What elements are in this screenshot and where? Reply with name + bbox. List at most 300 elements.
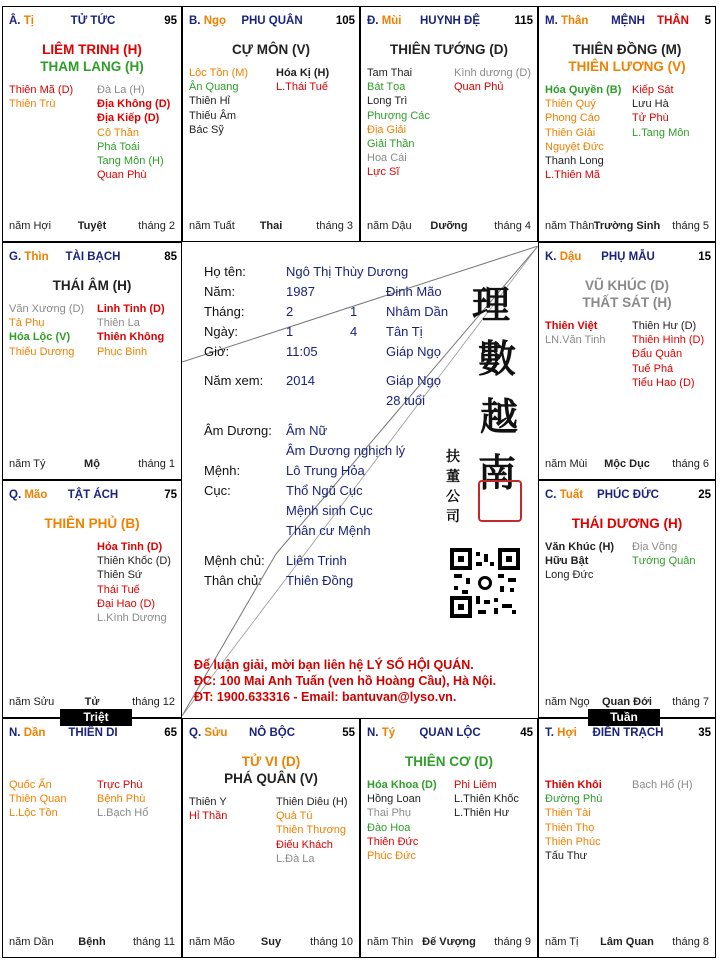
palace-can: M. [545,15,558,27]
footer-month: tháng 2 [138,220,175,232]
right-stars [97,778,148,821]
main-star: LIÊM TRINH (H) [42,42,142,57]
palace-cell-dau[interactable] [538,242,716,480]
main-star: THIÊN PHỦ (B) [44,516,140,531]
minor-star: Đường Phù [545,793,603,806]
label-ho-ten: Họ tên: [204,264,246,279]
palace-header [545,15,711,29]
minor-star: L.Thiên Mã [545,169,601,182]
tuan-badge: Tuần [588,709,660,726]
palace-header [9,251,177,265]
main-stars [361,753,537,770]
palace-can: K. [545,251,557,263]
left-stars [367,66,430,180]
minor-star: Lực Sĩ [367,166,400,179]
footer-phase: Lâm Quan [600,936,654,948]
minor-star: Nguyệt Đức [545,140,604,153]
minor-star: Thiên Giải [545,126,596,139]
minor-star: Hóa Quyền (B) [545,84,622,96]
footer-year: năm Dậu [367,220,412,232]
minor-star: Bát Tọa [367,81,406,94]
minor-star: LN.Văn Tinh [545,334,606,347]
minor-star: Hóa Khoa (D) [367,779,437,791]
footer-phase: Tuyệt [77,220,107,232]
palace-age: 65 [164,727,177,739]
footer-phase: Quan Đới [602,696,652,708]
label-menh: Mệnh: [204,463,241,478]
palace-header [9,489,177,503]
minor-star: Thiên Khốc (D) [97,555,171,568]
minor-star: L.Thiên Hư [454,807,510,820]
left-stars [545,83,621,182]
main-stars [539,277,715,311]
palace-age: 5 [704,15,711,27]
logo-char-4: 南 [478,450,517,495]
minor-star: Thiên Thọ [545,821,595,834]
sub-logo-1: 扶 [446,449,460,465]
triet-badge: Triệt [60,709,132,726]
value-nam-canchi: Đinh Mão [386,284,442,299]
minor-star: Thiên Khôi [545,779,602,791]
palace-can: G. [9,251,22,263]
right-stars [632,540,696,568]
minor-star: L.Tang Môn [632,126,690,139]
value-am-duong: Âm Nữ [286,423,328,438]
value-thang-am: 1 [350,304,358,319]
value-than-cu: Thân cư Mệnh [286,523,371,538]
palace-chi: Thân [560,15,589,27]
sub-logo-3: 公 [446,489,460,505]
palace-cell-thin[interactable] [2,242,182,480]
palace-age: 85 [164,251,177,263]
left-stars [545,778,602,863]
right-stars [97,540,171,625]
main-star: THẤT SÁT (H) [582,295,672,310]
contact-line-2: ĐC: 100 Mai Anh Tuấn (ven hồ Hoàng Cầu), Hà Nội. [194,674,497,688]
footer-year: năm Ngọ [545,696,590,708]
minor-star: Văn Xương (D) [9,303,85,315]
value-menh-sinh-cuc: Mệnh sinh Cục [286,503,373,518]
red-seal-icon [478,480,522,522]
footer-month: tháng 5 [672,220,709,232]
main-star: THAM LANG (H) [40,59,144,74]
minor-star: Hoa Cái [367,152,407,165]
label-ngay: Ngày: [204,324,238,339]
footer-month: tháng 7 [672,696,709,708]
label-nam-xem: Năm xem: [204,373,264,388]
palace-age: 15 [698,251,711,263]
palace-name: NÔ BỘC [249,727,295,739]
left-stars [9,302,84,359]
minor-star: Tử Phù [632,112,669,125]
minor-star: Bạch Hổ (H) [632,779,693,791]
palace-chi: Mùi [381,15,402,27]
footer-month: tháng 10 [310,936,353,948]
palace-chi: Hợi [557,727,577,739]
palace-cell-mao[interactable] [2,480,182,718]
main-star: THIÊN CƠ (D) [404,754,493,769]
main-stars [361,41,537,58]
minor-star: Thiên Thương [276,824,347,837]
value-menh: Lô Trung Hỏa [286,463,365,478]
minor-star: Lưu Hà [632,98,669,111]
main-star: THÁI ÂM (H) [52,278,132,293]
palace-cell-than[interactable] [538,6,716,242]
contact-line-1: Để luận giải, mời bạn liên hệ LÝ SỐ HỘI QUÁN. [194,658,474,672]
palace-age: 75 [164,489,177,501]
palace-can: N. [367,727,379,739]
palace-chi: Sửu [204,727,228,739]
label-gio: Giờ: [204,344,230,359]
minor-star: Quốc Ấn [9,779,52,791]
minor-star: Thiên Tài [545,807,591,820]
minor-star: Thiên Không [97,331,165,344]
label-cuc: Cục: [204,483,231,498]
palace-cell-ngo[interactable] [182,6,360,242]
palace-name: QUAN LỘC [419,727,481,739]
minor-star: Tướng Quân [632,555,696,568]
palace-name: PHU QUÂN [241,15,303,27]
than-tag: THÂN [657,15,689,27]
value-cuc: Thổ Ngũ Cục [286,483,363,498]
palace-age: 35 [698,727,711,739]
minor-star: L.Lộc Tồn [9,807,58,820]
minor-star: Thiên Hình (D) [632,334,705,347]
minor-star: Cô Thần [97,126,139,139]
minor-star: Phúc Đức [367,850,416,863]
palace-chi: Tuất [559,489,584,501]
palace-footer [9,936,175,949]
logo-char-1: 理 [472,282,511,327]
footer-month: tháng 3 [316,220,353,232]
palace-chi: Ngọ [203,15,227,27]
right-stars [97,83,170,182]
main-star: THÁI DƯƠNG (H) [571,516,683,531]
minor-star: Tiểu Hao (D) [632,376,695,389]
right-stars [97,302,165,359]
minor-star: Tả Phụ [9,317,45,330]
value-ngay: 1 [286,324,294,339]
palace-can: T. [545,727,554,739]
palace-cell-hoi[interactable] [538,718,716,958]
minor-star: Thiếu Dương [9,345,75,358]
minor-star: Thiên Trù [9,98,56,111]
label-menh-chu: Mệnh chủ: [204,553,265,568]
palace-footer [545,220,709,233]
palace-name: ĐIỀN TRẠCH [592,727,664,739]
minor-star: Văn Khúc (H) [545,541,615,553]
footer-year: năm Tị [545,936,579,948]
palace-chi: Dần [23,727,46,739]
minor-star: Thiên Quan [9,793,67,806]
minor-star: Địa Giải [367,123,407,136]
minor-star: Phá Toái [97,140,140,153]
palace-chi: Tị [23,15,34,27]
right-stars [632,319,704,390]
palace-can: Q. [189,727,202,739]
main-stars [183,753,359,787]
minor-star: Bác Sỹ [189,123,224,136]
sub-logo-2: 董 [446,469,460,485]
minor-star: Trực Phù [97,779,143,791]
footer-month: tháng 4 [494,220,531,232]
footer-year: năm Thân [545,220,595,232]
value-ngay-canchi: Tân Tị [386,324,423,339]
minor-star: Thiếu Âm [189,109,237,122]
minor-star: Quan Phù [97,169,147,182]
value-nam-xem-canchi: Giáp Ngọ [386,373,441,388]
minor-star: Tam Thai [367,67,413,79]
minor-star: Linh Tinh (D) [97,303,165,315]
palace-age: 55 [342,727,355,739]
palace-name: TÀI BẠCH [65,251,121,263]
palace-name: HUYNH ĐỆ [419,15,481,27]
left-stars [367,778,437,863]
palace-cell-tuat[interactable] [538,480,716,718]
minor-star: Thiên Diêu (H) [276,796,348,808]
minor-star: Thái Tuế [97,583,140,596]
label-than-chu: Thân chủ: [204,573,262,588]
minor-star: Tấu Thư [545,850,588,863]
palace-chi: Mão [24,489,48,501]
palace-cell-ty[interactable] [2,6,182,242]
minor-star: Hồng Loan [367,793,421,806]
palace-age: 115 [514,15,533,27]
palace-name: TỬ TỨC [70,15,116,27]
footer-phase: Mộ [84,458,100,470]
qr-code-icon [450,548,520,618]
footer-year: năm Mùi [545,458,588,470]
left-stars [545,540,614,583]
palace-age: 105 [335,15,355,27]
palace-chi: Thìn [24,251,49,263]
main-stars [3,41,181,75]
logo-char-2: 數 [478,336,517,381]
main-star: PHÁ QUÂN (V) [224,771,318,786]
minor-star: Hữu Bật [545,555,589,568]
minor-star: Lộc Tồn (M) [189,67,249,79]
main-star: THIÊN LƯƠNG (V) [568,59,686,74]
minor-star: Long Đức [545,569,594,582]
palace-can: Đ. [367,15,379,27]
palace-footer [545,696,709,709]
minor-star: L.Thiên Khốc [454,793,519,806]
palace-name: PHỤ MẪU [601,251,655,263]
footer-phase: Bệnh [78,936,106,948]
minor-star: Thiên Phúc [545,835,601,848]
footer-phase: Dưỡng [430,220,468,232]
minor-star: Thiên Hỉ [189,95,230,108]
palace-age: 45 [520,727,533,739]
palace-cell-suu[interactable] [182,718,360,958]
minor-star: Phượng Các [367,109,430,122]
main-star: CỰ MÔN (V) [232,42,310,57]
right-stars [454,778,519,821]
minor-star: Thiên La [97,317,140,330]
minor-star: Thiên Việt [545,320,598,332]
minor-star: Kình dương (D) [454,67,531,79]
logo-char-3: 越 [480,394,519,439]
minor-star: Tuế Phá [632,362,674,375]
palace-can: Q. [9,489,22,501]
footer-phase: Đế Vượng [422,936,476,948]
main-stars [539,41,715,75]
palace-footer [9,458,175,471]
palace-footer [9,696,175,709]
footer-year: năm Sửu [9,696,55,708]
palace-cell-tyy[interactable] [360,718,538,958]
main-stars [3,515,181,532]
label-nam: Năm: [204,284,236,299]
palace-footer [189,220,353,233]
palace-header [545,727,711,741]
palace-header [9,15,177,29]
minor-star: L.Bạch Hổ [97,807,149,820]
value-tuoi: 28 tuổi [386,393,426,408]
main-star: TỬ VI (D) [241,754,301,769]
palace-footer [545,936,709,949]
palace-can: C. [545,489,557,501]
main-stars [3,277,181,294]
palace-cell-dan[interactable] [2,718,182,958]
value-than-chu: Thiên Đồng [286,573,354,588]
palace-name: MỆNH [611,15,645,27]
minor-star: Bệnh Phù [97,793,146,806]
minor-star: Hỉ Thần [189,810,228,823]
palace-can: N. [9,727,21,739]
value-gio: 11:05 [286,344,318,359]
value-gio-canchi: Giáp Ngọ [386,344,441,359]
minor-star: Kiếp Sát [632,84,674,96]
minor-star: Thiên Đức [367,835,419,848]
minor-star: Phi Liêm [454,779,497,791]
footer-year: năm Hợi [9,220,52,232]
left-stars [189,795,227,823]
footer-month: tháng 6 [672,458,709,470]
minor-star: Địa Kiếp (D) [97,112,160,125]
minor-star: Hỏa Tinh (D) [97,541,163,553]
minor-star: Thiên Quý [545,98,596,111]
right-stars [276,795,348,866]
palace-can: Â. [9,15,21,27]
palace-age: 95 [164,15,177,27]
footer-year: năm Mão [189,936,235,948]
main-stars [539,515,715,532]
right-stars [632,83,689,140]
minor-star: Đẩu Quân [632,348,683,361]
minor-star: Long Trì [367,95,408,108]
footer-phase: Suy [260,936,282,948]
minor-star: L.Đà La [276,852,315,865]
minor-star: Tang Môn (H) [97,155,164,168]
minor-star: Đại Hao (D) [97,597,156,610]
palace-header [367,727,533,741]
left-stars [9,778,66,821]
minor-star: Quả Tú [276,810,313,823]
palace-name: PHÚC ĐỨC [597,489,659,501]
value-nam: 1987 [286,284,315,299]
palace-name: TẬT ÁCH [67,489,119,501]
left-stars [189,66,248,137]
contact-line-3: ĐT: 1900.633316 - Email: bantuvan@lyso.vn. [194,690,457,704]
main-star: THIÊN TƯỚNG (D) [390,42,508,57]
footer-year: năm Tý [9,458,46,470]
palace-header [545,489,711,503]
main-stars [183,41,359,58]
value-ngay-am: 4 [350,324,358,339]
minor-star: Phong Cáo [545,112,601,125]
value-am-duong-ly: Âm Dương nghịch lý [286,443,406,458]
palace-chi: Tý [381,727,396,739]
minor-star: Hóa Kị (H) [276,67,330,79]
palace-footer [189,936,353,949]
minor-star: Điếu Khách [276,838,333,851]
value-ho-ten: Ngô Thị Thùy Dương [286,264,409,279]
footer-month: tháng 8 [672,936,709,948]
main-star: VŨ KHÚC (D) [585,278,669,293]
palace-age: 25 [698,489,711,501]
palace-header [189,727,355,741]
palace-cell-mui[interactable] [360,6,538,242]
footer-month: tháng 11 [132,936,175,948]
footer-month: tháng 9 [494,936,531,948]
palace-footer [367,936,531,949]
minor-star: Quan Phủ [454,81,504,94]
palace-can: B. [189,15,201,27]
footer-phase: Thai [259,220,283,232]
minor-star: Địa Võng [632,541,678,553]
palace-footer [545,458,709,471]
right-stars [276,66,329,94]
left-stars [545,319,606,347]
palace-header [9,727,177,741]
footer-year: năm Dần [9,936,54,948]
footer-phase: Trường Sinh [593,220,661,232]
palace-chi: Dậu [559,251,582,263]
minor-star: Thanh Long [545,155,604,168]
footer-phase: Mộc Dục [604,458,650,470]
minor-star: Ân Quang [189,81,239,94]
palace-header [189,15,355,29]
minor-star: Thiên Hư (D) [632,320,697,332]
main-star: THIÊN ĐỒNG (M) [572,42,682,57]
value-thang-canchi: Nhâm Dần [386,304,449,319]
sub-logo-4: 司 [446,509,460,525]
minor-star: Địa Không (D) [97,98,171,111]
footer-year: năm Thìn [367,936,414,948]
label-am-duong: Âm Dương: [204,423,272,438]
minor-star: Đào Hoa [367,821,411,834]
palace-header [367,15,533,29]
footer-month: tháng 12 [132,696,175,708]
minor-star: Thiên Mã (D) [9,84,74,96]
right-stars [632,778,693,792]
center-info-panel [182,246,538,716]
value-thang: 2 [286,304,294,319]
palace-footer [367,220,531,233]
right-stars [454,66,531,94]
value-menh-chu: Liêm Trinh [286,553,347,568]
minor-star: Thiên Sứ [97,569,143,582]
minor-star: Giải Thần [367,138,415,151]
minor-star: Hóa Lộc (V) [9,331,71,344]
minor-star: Thai Phụ [367,807,412,820]
footer-phase: Tử [84,696,100,708]
minor-star: Phục Binh [97,345,148,358]
palace-header [545,251,711,265]
minor-star: L.Thái Tuế [276,81,328,94]
value-nam-xem: 2014 [286,373,315,388]
